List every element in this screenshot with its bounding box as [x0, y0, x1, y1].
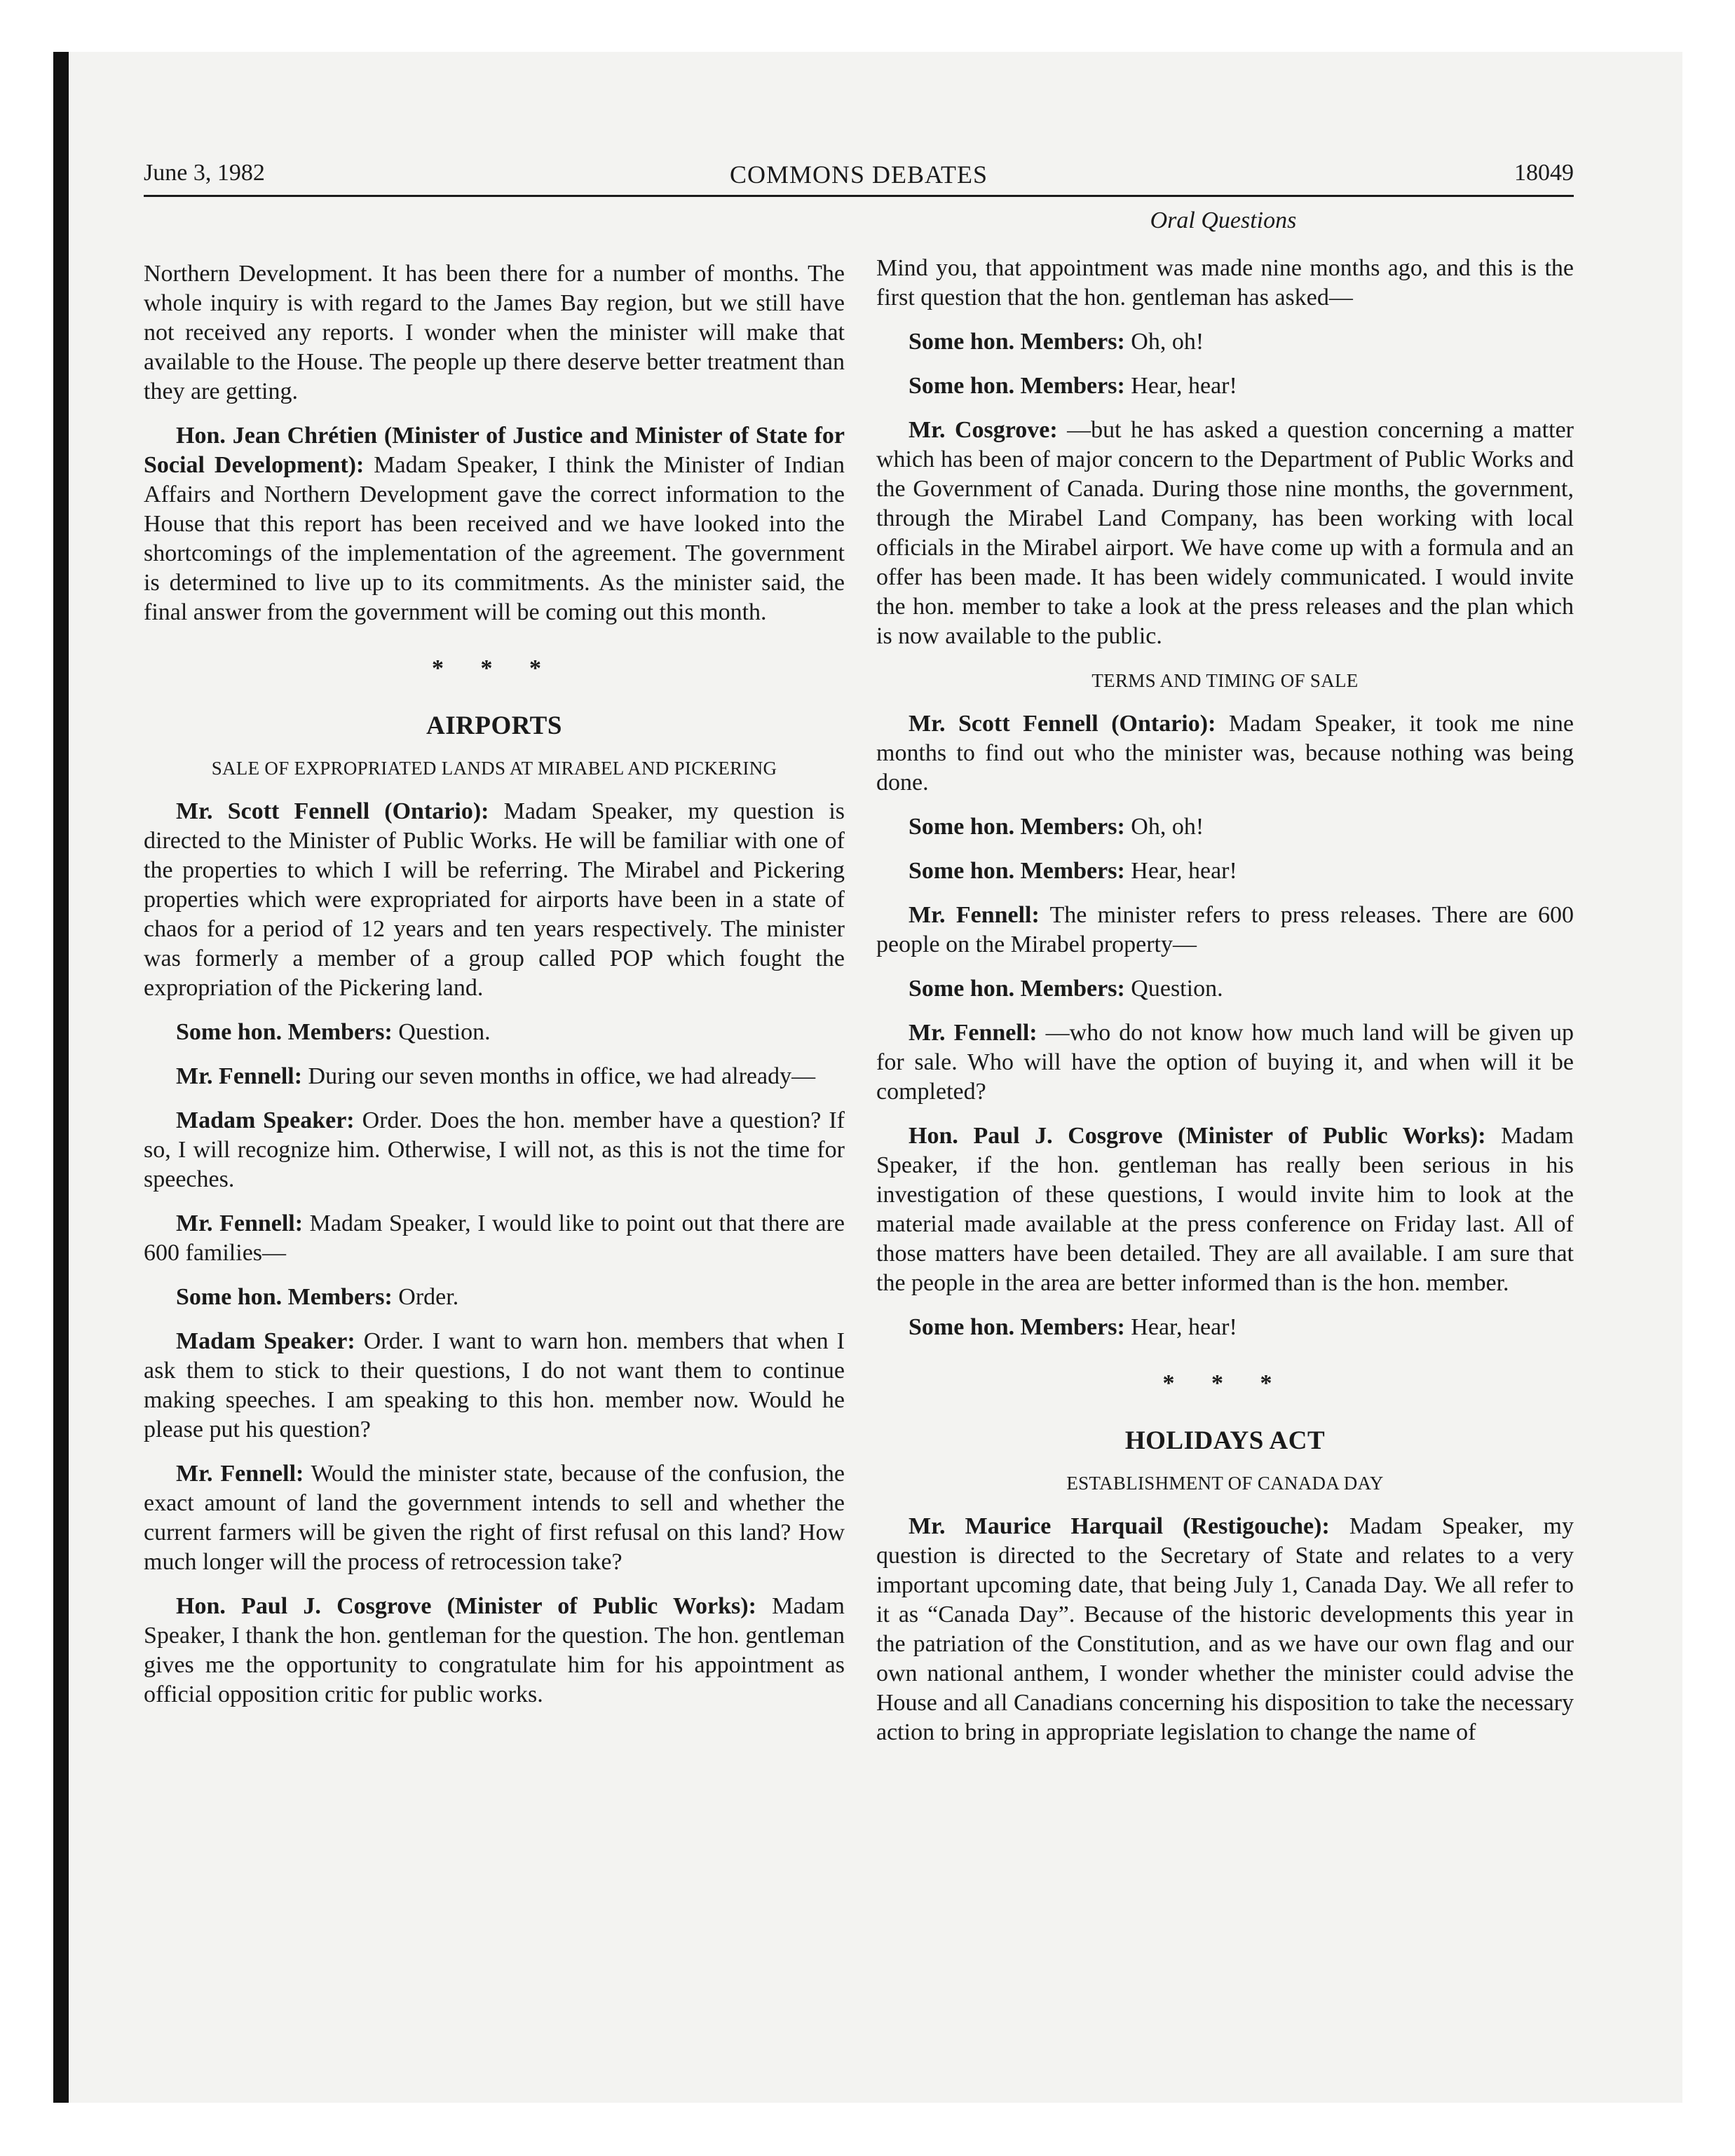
speech-text: —who do not know how much land will be given up for sale. Who will have the option of buying it, and when will it be completed?: [876, 1020, 1574, 1105]
topic-subheading: ESTABLISHMENT OF CANADA DAY: [1066, 1473, 1384, 1494]
speech-paragraph: [876, 857, 1574, 886]
speech-text: Madam Speaker, if the hon. gentleman has really been serious in his investigation of these questions, I would invite him to look at the material made available at the press conference on Friday last. All of those matters have been detailed. They are all available. I am sure that the people in the area are better informed than is the hon. member.: [876, 1123, 1574, 1296]
speaker-name: Mr. Fennell:: [176, 1063, 303, 1089]
speech-paragraph: [144, 1106, 845, 1194]
speech-text: Order.: [392, 1284, 459, 1310]
continued-paragraph: Mind you, that appointment was made nine months ago, and this is the first question that the hon. gentleman has asked—: [876, 255, 1574, 311]
subject-heading: AIRPORTS: [426, 711, 562, 740]
speaker-name: Mr. Fennell:: [176, 1210, 304, 1236]
speech-paragraph: [876, 371, 1574, 401]
speaker-name: Mr. Maurice Harquail (Restigouche):: [909, 1513, 1330, 1539]
section-separator: * * *: [432, 655, 557, 681]
speech-paragraph: [876, 327, 1574, 357]
speaker-name: Some hon. Members:: [909, 329, 1125, 355]
speech-paragraph: [876, 1313, 1574, 1342]
speaker-name: Some hon. Members:: [909, 1314, 1125, 1340]
scan-binding-edge: [53, 52, 69, 2103]
speaker-name: Some hon. Members:: [909, 373, 1125, 399]
speech-paragraph: [144, 421, 845, 627]
speaker-name: Some hon. Members:: [909, 976, 1125, 1002]
right-column: [876, 254, 1574, 1762]
speech-text: The minister refers to press releases. There are 600 people on the Mirabel property—: [876, 902, 1574, 957]
subject-heading: HOLIDAYS ACT: [1124, 1426, 1326, 1455]
speaker-name: Madam Speaker:: [176, 1107, 355, 1133]
speaker-name: Madam Speaker:: [176, 1328, 355, 1354]
speech-paragraph: [144, 1062, 845, 1091]
speaker-name: Some hon. Members:: [176, 1019, 393, 1045]
speech-paragraph: [876, 1018, 1574, 1107]
speaker-name: Hon. Jean Chrétien (Minister of Justice and Minister of State for Social Development):: [144, 423, 845, 478]
speaker-name: Mr. Fennell:: [176, 1461, 304, 1487]
speech-text: Madam Speaker, I would like to point out that there are 600 families—: [144, 1210, 845, 1266]
speech-text: Madam Speaker, I think the Minister of Indian Affairs and Northern Development gave the correct information to the House that this report has been received and we have looked into the shortcomings of the implementation of the agreement. The government is determined to live up to its commitments. As the minister said, the final answer from the government will be coming out this month.: [144, 452, 845, 625]
header-date: June 3, 1982: [144, 160, 265, 186]
speaker-name: Hon. Paul J. Cosgrove (Minister of Public Works):: [909, 1123, 1486, 1149]
speaker-name: Some hon. Members:: [909, 814, 1125, 840]
topic-subheading: TERMS AND TIMING OF SALE: [1091, 670, 1359, 691]
speech-text: Hear, hear!: [1124, 1314, 1237, 1340]
speech-paragraph: [144, 1459, 845, 1577]
speaker-name: Some hon. Members:: [909, 858, 1125, 884]
speech-paragraph: [876, 416, 1574, 651]
speaker-name: Mr. Fennell:: [909, 1020, 1037, 1046]
speech-text: Madam Speaker, my question is directed to the Minister of Public Works. He will be familiar with one of the properties to which I will be referring. The Mirabel and Pickering properties which were expropriated for airports have been in a state of chaos for a period of 12 years and ten years respectively. The minister was formerly a member of a group called POP which fought the expropriation of the Pickering land.: [144, 798, 845, 1001]
speech-paragraph: [876, 1121, 1574, 1298]
speech-text: —but he has asked a question concerning a matter which has been of major concern to the Department of Public Works and the Government of Canada. During those nine months, the government, through the Mirabel Land Company, has been working with local officials in the Mirabel airport. We have come up with a formula and an offer has been made. It has been widely communicated. I would invite the hon. member to take a look at the press releases and the plan which is now available to the public.: [876, 417, 1574, 649]
speaker-name: Mr. Cosgrove:: [909, 417, 1058, 443]
speaker-name: Mr. Scott Fennell (Ontario):: [176, 798, 489, 824]
speech-text: Madam Speaker, it took me nine months to find out who the minister was, because nothing was being done.: [876, 711, 1574, 796]
speech-text: Hear, hear!: [1124, 373, 1237, 399]
speech-paragraph: [144, 1592, 845, 1710]
header-publication-title: COMMONS DEBATES: [729, 161, 988, 189]
speech-text: Madam Speaker, my question is directed to the Secretary of State and relates to a very important upcoming date, that being July 1, Canada Day. We all refer to it as “Canada Day”. Because of the historic developments this year in the patriation of the Constitution, and as we have our own flag and our own national anthem, I wonder whether the minister could advise the House and all Canadians concerning his disposition to take the necessary action to bring in appropriate legislation to change the name of: [876, 1513, 1574, 1745]
speech-text: Hear, hear!: [1124, 858, 1237, 884]
speech-paragraph: [144, 1209, 845, 1268]
speech-text: Order. Does the hon. member have a question? If so, I will recognize him. Otherwise, I will not, as this is not the time for speeches.: [144, 1107, 845, 1192]
speech-paragraph: [144, 1283, 845, 1312]
speech-text: During our seven months in office, we had already—: [302, 1063, 816, 1089]
speech-paragraph: [876, 709, 1574, 798]
speech-text: Question.: [392, 1019, 491, 1045]
speech-text: Question.: [1124, 976, 1223, 1002]
left-column: [144, 259, 845, 1724]
speech-paragraph: [144, 1327, 845, 1445]
speech-text: Would the minister state, because of the confusion, the exact amount of land the government intends to sell and whether the current farmers will be given the right of first refusal on this land? How much longer will the process of retrocession take?: [144, 1461, 845, 1575]
continued-paragraph: Northern Development. It has been there for a number of months. The whole inquiry is with regard to the James Bay region, but we still have not received any reports. I wonder when the minister will make that available to the House. The people up there deserve better treatment than they are getting.: [144, 261, 845, 404]
speech-paragraph: [144, 1018, 845, 1047]
page-header: [144, 160, 1574, 197]
header-page-number: 18049: [1514, 160, 1574, 186]
speech-text: Madam Speaker, I thank the hon. gentleman for the question. The hon. gentleman gives me the opportunity to congratulate him for his appointment as official opposition critic for public works.: [144, 1593, 845, 1707]
speech-paragraph: [876, 974, 1574, 1004]
speech-paragraph: [876, 1512, 1574, 1747]
topic-subheading: SALE OF EXPROPRIATED LANDS AT MIRABEL AND PICKERING: [211, 758, 777, 779]
speaker-name: Mr. Fennell:: [909, 902, 1040, 928]
section-title: Oral Questions: [1150, 207, 1297, 233]
speech-paragraph: [144, 797, 845, 1003]
speaker-name: Mr. Scott Fennell (Ontario):: [909, 711, 1216, 737]
speech-paragraph: [876, 901, 1574, 960]
speech-text: Oh, oh!: [1124, 814, 1204, 840]
speech-text: Order. I want to warn hon. members that when I ask them to stick to their questions, I do not want them to continue making speeches. I am speaking to this hon. member now. Would he please put his question?: [144, 1328, 845, 1442]
speech-paragraph: [876, 812, 1574, 842]
speech-text: Oh, oh!: [1124, 329, 1204, 355]
speaker-name: Hon. Paul J. Cosgrove (Minister of Public Works):: [176, 1593, 756, 1619]
speaker-name: Some hon. Members:: [176, 1284, 393, 1310]
section-separator: * * *: [1162, 1370, 1288, 1396]
